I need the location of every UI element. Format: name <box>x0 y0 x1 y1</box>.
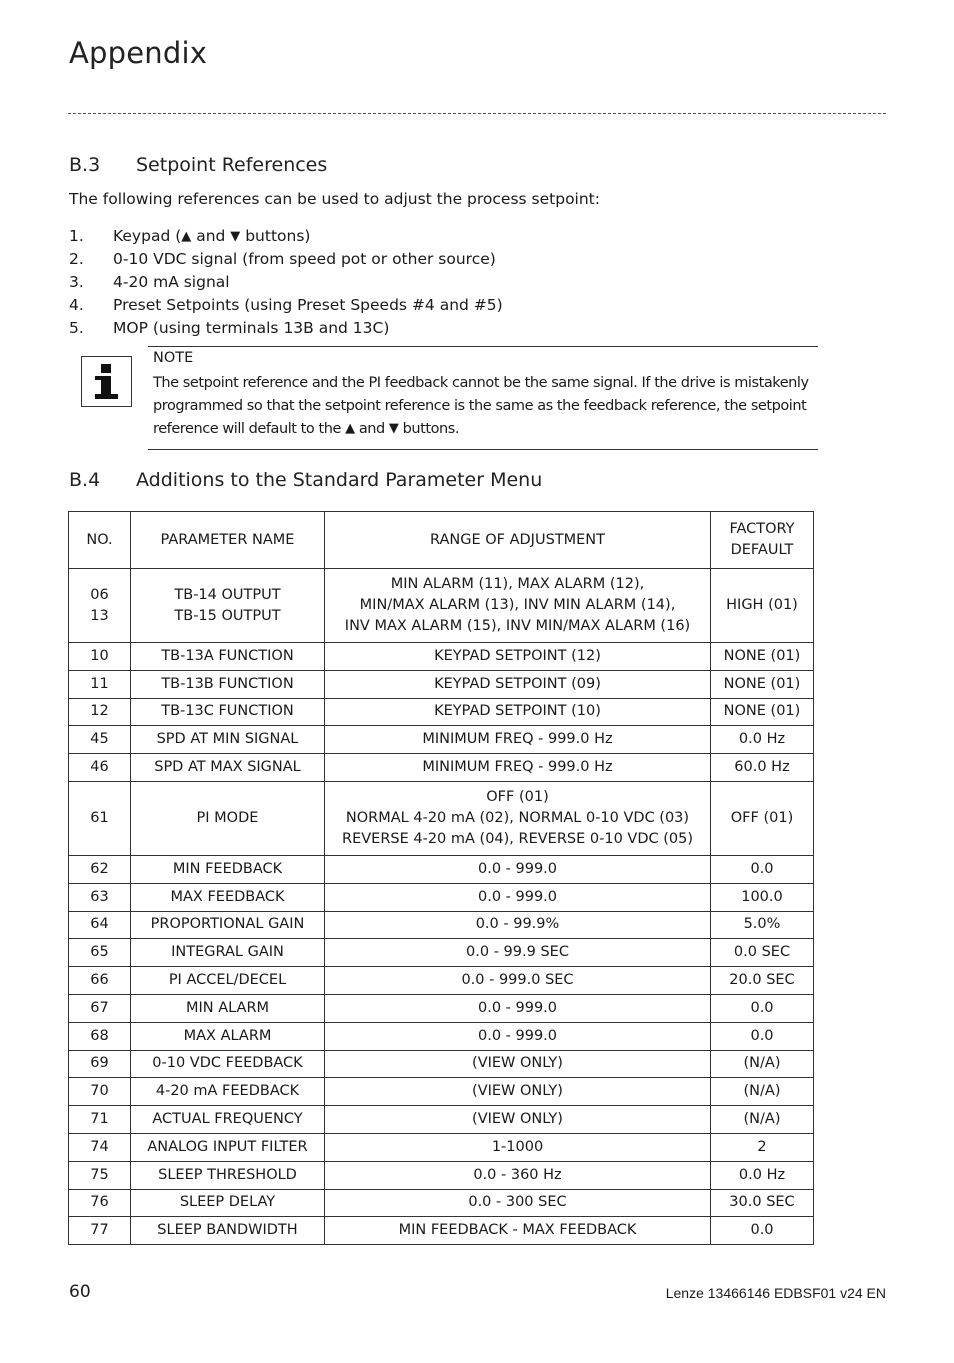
section-title: Additions to the Standard Parameter Menu <box>136 469 543 491</box>
cell-text: REVERSE 4-20 mA (04), REVERSE 0-10 VDC (05) <box>342 830 693 847</box>
cell-name: SLEEP DELAY <box>131 1189 325 1217</box>
cell-default: 5.0% <box>711 911 814 939</box>
table-row <box>69 967 814 995</box>
cell-default: 0.0 Hz <box>711 1161 814 1189</box>
cell-no: 45 <box>69 726 131 754</box>
note-bottom-rule <box>148 449 818 450</box>
up-arrow-icon: ▲ <box>345 421 355 436</box>
intro-paragraph: The following references can be used to adjust the process setpoint: <box>69 190 600 208</box>
info-icon <box>81 356 132 407</box>
table-header-row <box>69 512 814 569</box>
cell-text: 06 <box>90 586 109 603</box>
cell-default: (N/A) <box>711 1078 814 1106</box>
list-item <box>69 272 503 295</box>
list-number: 1. <box>69 227 84 245</box>
list-item <box>69 318 503 341</box>
cell-range: 1-1000 <box>325 1133 711 1161</box>
table-row <box>69 781 814 855</box>
table-row <box>69 670 814 698</box>
cell-range: MINIMUM FREQ - 999.0 Hz <box>325 754 711 782</box>
note-text: and <box>354 421 389 437</box>
cell-range: 0.0 - 999.0 <box>325 1022 711 1050</box>
table-row <box>69 1106 814 1134</box>
cell-name: SLEEP BANDWIDTH <box>131 1217 325 1245</box>
cell-default: 30.0 SEC <box>711 1189 814 1217</box>
cell-name <box>131 569 325 643</box>
list-item <box>69 295 503 318</box>
cell-name: SPD AT MAX SIGNAL <box>131 754 325 782</box>
header-factory-default <box>711 512 814 569</box>
cell-default: 0.0 <box>711 994 814 1022</box>
cell-no: 12 <box>69 698 131 726</box>
cell-name: PROPORTIONAL GAIN <box>131 911 325 939</box>
note-top-rule <box>148 346 818 347</box>
cell-no: 68 <box>69 1022 131 1050</box>
cell-name: ANALOG INPUT FILTER <box>131 1133 325 1161</box>
cell-range: (VIEW ONLY) <box>325 1050 711 1078</box>
section-b4-heading <box>69 469 542 491</box>
table-row <box>69 1189 814 1217</box>
cell-range: 0.0 - 999.0 SEC <box>325 967 711 995</box>
table-row <box>69 1217 814 1245</box>
table-row <box>69 883 814 911</box>
note-body <box>153 372 818 441</box>
cell-no: 74 <box>69 1133 131 1161</box>
cell-range: KEYPAD SETPOINT (12) <box>325 643 711 671</box>
cell-default: 0.0 SEC <box>711 939 814 967</box>
cell-name: INTEGRAL GAIN <box>131 939 325 967</box>
cell-no: 10 <box>69 643 131 671</box>
list-text: buttons) <box>240 227 311 245</box>
document-reference: Lenze 13466146 EDBSF01 v24 EN <box>665 1285 886 1301</box>
down-arrow-icon: ▼ <box>230 229 241 244</box>
section-title: Setpoint References <box>136 154 328 176</box>
cell-range: 0.0 - 999.0 <box>325 855 711 883</box>
cell-name: SPD AT MIN SIGNAL <box>131 726 325 754</box>
table-row <box>69 726 814 754</box>
cell-range: (VIEW ONLY) <box>325 1078 711 1106</box>
cell-range: KEYPAD SETPOINT (09) <box>325 670 711 698</box>
list-item <box>69 249 503 272</box>
cell-name: ACTUAL FREQUENCY <box>131 1106 325 1134</box>
cell-range: MIN FEEDBACK - MAX FEEDBACK <box>325 1217 711 1245</box>
list-item <box>69 226 503 249</box>
note-text: buttons. <box>398 421 460 437</box>
cell-no: 63 <box>69 883 131 911</box>
cell-default: OFF (01) <box>711 781 814 855</box>
header-parameter-name: PARAMETER NAME <box>131 512 325 569</box>
cell-name: SLEEP THRESHOLD <box>131 1161 325 1189</box>
note-text: The setpoint reference and the PI feedback cannot be the same signal. If the drive is mistakenly programmed so that the setpoint reference is the same as the feedback reference, the setpoint reference will default to the <box>153 375 809 437</box>
cell-text: 13 <box>90 607 109 624</box>
cell-range: (VIEW ONLY) <box>325 1106 711 1134</box>
cell-range: 0.0 - 999.0 <box>325 994 711 1022</box>
cell-default: (N/A) <box>711 1050 814 1078</box>
cell-default: HIGH (01) <box>711 569 814 643</box>
list-text: and <box>191 227 231 245</box>
cell-name: MAX ALARM <box>131 1022 325 1050</box>
cell-name: MIN FEEDBACK <box>131 855 325 883</box>
cell-no: 66 <box>69 967 131 995</box>
list-text: Keypad ( <box>113 227 182 245</box>
table-row <box>69 1078 814 1106</box>
cell-range <box>325 569 711 643</box>
up-arrow-icon: ▲ <box>181 229 192 244</box>
list-number: 2. <box>69 250 84 268</box>
cell-name: 4-20 mA FEEDBACK <box>131 1078 325 1106</box>
list-number: 3. <box>69 273 84 291</box>
cell-default: 20.0 SEC <box>711 967 814 995</box>
cell-text: INV MAX ALARM (15), INV MIN/MAX ALARM (16) <box>344 618 691 634</box>
cell-name: TB-13B FUNCTION <box>131 670 325 698</box>
cell-range: 0.0 - 360 Hz <box>325 1161 711 1189</box>
cell-text: NORMAL 4-20 mA (02), NORMAL 0-10 VDC (03) <box>345 809 690 826</box>
list-number: 5. <box>69 319 84 337</box>
section-number: B.4 <box>69 469 101 491</box>
cell-no: 67 <box>69 994 131 1022</box>
page-number: 60 <box>69 1282 91 1302</box>
table-row <box>69 855 814 883</box>
header-range: RANGE OF ADJUSTMENT <box>325 512 711 569</box>
table-row <box>69 1050 814 1078</box>
cell-name: TB-13A FUNCTION <box>131 643 325 671</box>
table-row <box>69 643 814 671</box>
cell-range: 0.0 - 99.9 SEC <box>325 939 711 967</box>
cell-no: 75 <box>69 1161 131 1189</box>
header-divider <box>68 113 886 114</box>
table-row <box>69 939 814 967</box>
cell-no: 61 <box>69 781 131 855</box>
cell-range: 0.0 - 300 SEC <box>325 1189 711 1217</box>
table-row <box>69 1133 814 1161</box>
header-text: FACTORY <box>729 521 795 537</box>
cell-no: 70 <box>69 1078 131 1106</box>
cell-range <box>325 781 711 855</box>
table-row <box>69 1161 814 1189</box>
cell-no: 65 <box>69 939 131 967</box>
section-b3-heading <box>69 154 327 176</box>
table-row <box>69 994 814 1022</box>
note-label: NOTE <box>153 350 194 366</box>
setpoint-list <box>69 226 503 341</box>
cell-no: 46 <box>69 754 131 782</box>
cell-default: 0.0 Hz <box>711 726 814 754</box>
parameter-table <box>68 511 814 1245</box>
cell-range: 0.0 - 999.0 <box>325 883 711 911</box>
cell-text: MIN/MAX ALARM (13), INV MIN ALARM (14), <box>359 597 676 613</box>
cell-name: PI ACCEL/DECEL <box>131 967 325 995</box>
cell-default: 0.0 <box>711 1022 814 1050</box>
list-number: 4. <box>69 296 84 314</box>
cell-no: 11 <box>69 670 131 698</box>
cell-name: 0-10 VDC FEEDBACK <box>131 1050 325 1078</box>
cell-default: 100.0 <box>711 883 814 911</box>
table-row <box>69 569 814 643</box>
table-row <box>69 911 814 939</box>
cell-range: 0.0 - 99.9% <box>325 911 711 939</box>
page-title: Appendix <box>69 36 208 70</box>
cell-default: (N/A) <box>711 1106 814 1134</box>
cell-default: NONE (01) <box>711 670 814 698</box>
table-row <box>69 698 814 726</box>
cell-text: MIN ALARM (11), MAX ALARM (12), <box>390 576 645 592</box>
list-text: 4-20 mA signal <box>113 273 230 291</box>
header-text: DEFAULT <box>730 542 794 558</box>
cell-default: 0.0 <box>711 855 814 883</box>
cell-range: MINIMUM FREQ - 999.0 Hz <box>325 726 711 754</box>
cell-no: 71 <box>69 1106 131 1134</box>
cell-text: OFF (01) <box>486 788 549 805</box>
cell-default: NONE (01) <box>711 643 814 671</box>
list-text: MOP (using terminals 13B and 13C) <box>113 319 390 337</box>
cell-name: PI MODE <box>131 781 325 855</box>
header-no: NO. <box>69 512 131 569</box>
cell-no: 64 <box>69 911 131 939</box>
table-row <box>69 754 814 782</box>
cell-range: KEYPAD SETPOINT (10) <box>325 698 711 726</box>
cell-no: 69 <box>69 1050 131 1078</box>
cell-no: 77 <box>69 1217 131 1245</box>
cell-default: 2 <box>711 1133 814 1161</box>
down-arrow-icon: ▼ <box>388 421 399 436</box>
cell-default: 0.0 <box>711 1217 814 1245</box>
cell-text: TB-15 OUTPUT <box>174 607 281 624</box>
list-text: Preset Setpoints (using Preset Speeds #4 and #5) <box>113 296 503 314</box>
cell-name: MIN ALARM <box>131 994 325 1022</box>
cell-text: TB-14 OUTPUT <box>174 586 281 603</box>
table-row <box>69 1022 814 1050</box>
cell-no: 62 <box>69 855 131 883</box>
cell-default: NONE (01) <box>711 698 814 726</box>
cell-name: TB-13C FUNCTION <box>131 698 325 726</box>
cell-default: 60.0 Hz <box>711 754 814 782</box>
cell-name: MAX FEEDBACK <box>131 883 325 911</box>
list-text: 0-10 VDC signal (from speed pot or other source) <box>113 250 496 268</box>
section-number: B.3 <box>69 154 101 176</box>
cell-no: 76 <box>69 1189 131 1217</box>
cell-no <box>69 569 131 643</box>
